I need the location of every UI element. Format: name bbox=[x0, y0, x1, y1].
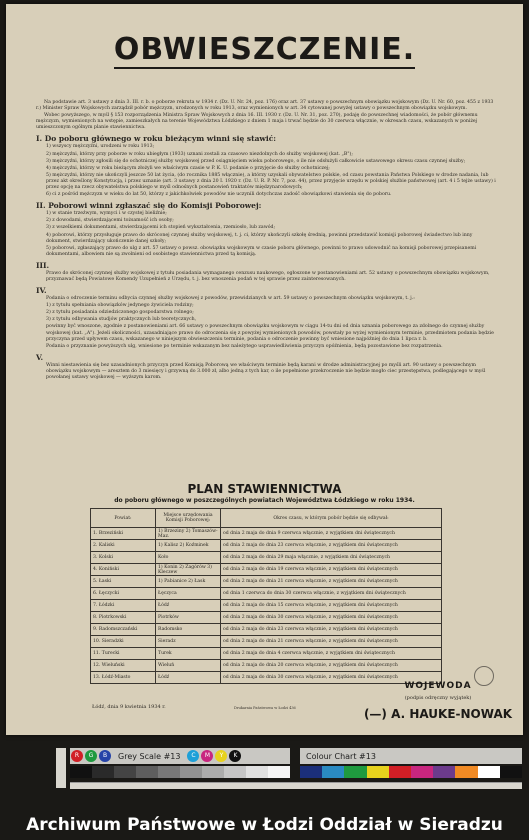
colour-patch bbox=[300, 766, 322, 778]
plan-cell: 11. Turecki bbox=[91, 648, 156, 660]
grey-patch bbox=[180, 766, 202, 778]
colour-patch bbox=[322, 766, 344, 778]
plan-cell: Piotrków bbox=[156, 612, 221, 624]
grey-patch bbox=[114, 766, 136, 778]
plan-row bbox=[91, 600, 442, 612]
plan-row bbox=[91, 576, 442, 588]
plan-cell: Łęczyca bbox=[156, 588, 221, 600]
poster-sheet bbox=[6, 4, 523, 735]
section-item: 6) ci z pośród mężczyzn w wieku do lat 50, którzy z jakichkolwiek powodów nie uczynili dotychczas zadość obowiązkowi stawienia się do poboru. bbox=[46, 192, 392, 198]
section-item: Winni niestawienia się bez uzasadnionych przyczyn przed Komisją Poborową we właściwym terminie będą karani w drodze administracyjnej po myśli art. 90 ustawy o powszechnym obowiązku wojskowym — aresztem do 3 miesięcy i grzywną do 3.000 zł, albo jedną z tych kar, o ile popełnione przekroczenie nie będzie mogło ciec przestępstwa, podlegającego w myśl powołanej ustawy wojskowej — wyższym karom. bbox=[46, 362, 486, 380]
plan-cell: 12. Wieluński bbox=[91, 660, 156, 672]
plan-cell: od dnia 2 maja do dnia 30 czerwca włącznie, z wyjątkiem dni świątecznych bbox=[221, 672, 442, 684]
grey-scale-label: Grey Scale #13 bbox=[118, 751, 181, 761]
section-item: Podania o odroczenie terminu odbycia czynnej służby wojskowej z powodów, przewidzianych w art. 59 ustawy o powszechnym obowiązku wojskowym, t. j.: bbox=[46, 296, 415, 302]
section-item: 4) poborowi, którzy przysługuje prawo do skróconej czynnej służby wojskowej, t. j. ci, którzy ukończyli szkołę średnią, powinni przedstawić komisji poborowej świadectwo lub inny dokument, stwierdzający ukończenie danej szkoły; bbox=[46, 232, 473, 244]
plan-cell: 6. Łęczycki bbox=[91, 588, 156, 600]
plan-row bbox=[91, 540, 442, 552]
ruler-horizontal bbox=[70, 782, 522, 789]
grey-patch bbox=[246, 766, 268, 778]
plan-row bbox=[91, 564, 442, 576]
plan-header-cell: Miejsce urzędowania Komisji Poborowej: bbox=[156, 509, 221, 528]
plan-cell: od dnia 2 maja do dnia 4 czerwca włącznie, z wyjątkiem dni świątecznych bbox=[221, 648, 442, 660]
colour-patch bbox=[411, 766, 433, 778]
plan-row bbox=[91, 612, 442, 624]
section-item: 1) wszyscy mężczyźni, urodzeni w roku 1913; bbox=[46, 144, 155, 150]
colour-chart-label: Colour Chart #13 bbox=[306, 751, 376, 761]
plan-table bbox=[90, 508, 442, 684]
plan-cell: Radomsko bbox=[156, 624, 221, 636]
section-item: 2) mężczyźni, którzy przy poborze w roku ubiegłym (1933) uznani zostali za czasowo niezdolnych do służby wojskowej (kat. „B"); bbox=[46, 151, 353, 157]
plan-cell: 2. Kaliski bbox=[91, 540, 156, 552]
grey-scale-strip bbox=[70, 766, 290, 778]
plan-cell: 10. Sieradzki bbox=[91, 636, 156, 648]
section-item: 5) poborowi, zgłaszający prawo do ulg z art. 57 ustawy o powsz. obowiązku wojskowym w czasie poboru głównego, powinni to prawo udowodnić na komisji poborowej przepisanemi dokumentami, albowiem nie są zwolnieni od osobistego stawiennictwa przed tą komisją. bbox=[46, 245, 477, 257]
section-item: 4) mężczyźni, którzy w roku bieżącym złożyli we właściwym czasie w P. K. U. podanie o przyjęcie do służby ochotniczej; bbox=[46, 165, 330, 171]
plan-cell: od dnia 2 maja do dnia 21 czerwca włącznie, z wyjątkiem dni świątecznych bbox=[221, 576, 442, 588]
archive-footer: Archiwum Państwowe w Łodzi Oddział w Sieradzu bbox=[26, 815, 503, 835]
grey-patch bbox=[136, 766, 158, 778]
plan-cell: 1) Brzeziny 2) Tomaszów-Maz. bbox=[156, 528, 221, 540]
section-heading: V. bbox=[36, 352, 44, 362]
plan-row bbox=[91, 660, 442, 672]
color-swatch: R bbox=[71, 750, 83, 762]
plan-cell: 9. Radomszczański bbox=[91, 624, 156, 636]
date-line: Łódź, dnia 9 kwietnia 1934 r. bbox=[92, 704, 166, 710]
intro-paragraph: Wobec powyższego, w myśl § 153 rozporządzenia Ministra Spraw Wojskowych z dnia 16. III. 1930 r. (Dz. U. Nr. 31, poz. 270), podaję do powszechnej wiadomości, że pobór głównemu mężczyzn, wymienionych na wstępie, zamieszkałych na terenie Województwa Łódzkiego z dniem 1 maja i trwać będzie do 30 czerwca włącznie, w okresach czasu, wskazanych w poniżej umieszczonym ogólnym planie stawiennictwa. bbox=[36, 113, 478, 131]
plan-cell: Sieradz bbox=[156, 636, 221, 648]
section-item: 1) z tytułu spełniania obowiązków jedynego żywiciela rodziny; bbox=[46, 303, 194, 309]
signature-title: WOJEWODA bbox=[404, 681, 472, 691]
plan-cell: od dnia 2 maja do dnia 29 maja włącznie, z wyjątkiem dni świątecznych bbox=[221, 552, 442, 564]
plan-row bbox=[91, 528, 442, 540]
section-heading: III. bbox=[36, 260, 50, 270]
grey-patch bbox=[158, 766, 180, 778]
color-swatch: C bbox=[187, 750, 199, 762]
section-item: 2) z tytułu posiadania odziedziczonego gospodarstwa rolnego; bbox=[46, 310, 194, 316]
plan-cell: 5. Łaski bbox=[91, 576, 156, 588]
plan-cell: 3. Kolski bbox=[91, 552, 156, 564]
plan-cell: Łódź bbox=[156, 600, 221, 612]
plan-cell: 1. Brzeziński bbox=[91, 528, 156, 540]
plan-row bbox=[91, 648, 442, 660]
plan-subtitle: do poboru głównego w poszczególnych powiatach Województwa Łódzkiego w roku 1934. bbox=[114, 497, 415, 504]
plan-header-cell: Powiat: bbox=[91, 509, 156, 528]
signature-note: (podpis odręczny wyjątek) bbox=[404, 695, 472, 701]
section-item: 1) w stanie trzeźwym, wymyci i w czystej bieliźnie; bbox=[46, 211, 167, 217]
plan-cell: od dnia 1 czerwca do dnia 30 czerwca włącznie, z wyjątkiem dni świątecznych bbox=[221, 588, 442, 600]
ruler-vertical bbox=[56, 748, 66, 788]
plan-cell: od dnia 2 maja do dnia 9 czerwca włącznie, z wyjątkiem dni świątecznych bbox=[221, 528, 442, 540]
section-item: powinny być wnoszone, zgodnie z postanowieniami art. 66 ustawy o powszechnym obowiązku wojskowym w ciągu 14-tu dni od dnia uznania poborowego za zdolnego do czynnej służby wojskowej (kat. „A"). Jeżeli okoliczności, uzasadniające prawo do odroczenia się z powyżej wymienionych powodów, powstały po wyżej wymienionym terminie, przedmiotem podania będzie przyczyna przed upływem czasu, wskazanego w niniejszym obwieszczeniu terminie, podania o odroczenie powinny być wniesione najpóźniej do dnia 1 lipca r. b. bbox=[46, 324, 494, 342]
plan-row bbox=[91, 636, 442, 648]
plan-cell: 1) Kalisz 2) Koźminek bbox=[156, 540, 221, 552]
plan-title: PLAN STAWIENNICTWA bbox=[187, 482, 342, 496]
colour-patch bbox=[500, 766, 522, 778]
plan-cell: od dnia 2 maja do dnia 30 czerwca włącznie, z wyjątkiem dni świątecznych bbox=[221, 612, 442, 624]
plan-cell: 7. Łódzki bbox=[91, 600, 156, 612]
section-heading: II. Poborowi winni zgłaszać się do Komisji Poborowej: bbox=[36, 201, 262, 211]
colour-scale-strip bbox=[300, 766, 522, 778]
section-item: Podania o przyznanie powyższych ulg, wniesione po terminie wskazanym bez należytego usprawiedliwienia przyczyn opóźnienia, będą pozostawione bez rozpatrzenia. bbox=[46, 343, 443, 349]
grey-patch bbox=[202, 766, 224, 778]
plan-cell: od dnia 2 maja do dnia 21 czerwca włącznie, z wyjątkiem dni świątecznych bbox=[221, 636, 442, 648]
plan-cell: od dnia 2 maja do dnia 20 czerwca włącznie, z wyjątkiem dni świątecznych bbox=[221, 660, 442, 672]
plan-cell: 4. Koniński bbox=[91, 564, 156, 576]
color-bar-left bbox=[70, 748, 290, 764]
plan-cell: Łódź bbox=[156, 672, 221, 684]
plan-cell: 1) Konin 2) Zagórów 3) Kleczew bbox=[156, 564, 221, 576]
color-swatch: M bbox=[201, 750, 213, 762]
color-swatch: K bbox=[229, 750, 241, 762]
colour-patch bbox=[455, 766, 477, 778]
color-swatch: Y bbox=[215, 750, 227, 762]
section-item: 2) z dowodami, stwierdzającemi tożsamość ich osoby; bbox=[46, 218, 174, 224]
poster-title: OBWIESZCZENIE. bbox=[113, 32, 416, 67]
plan-cell: od dnia 2 maja do dnia 19 czerwca włącznie, z wyjątkiem dni świątecznych bbox=[221, 564, 442, 576]
printer-note: Drukarnia Państwowa w Łodzi 436 bbox=[234, 706, 296, 710]
signature-name: (—) A. HAUKE-NOWAK bbox=[363, 707, 513, 721]
plan-cell: Koło bbox=[156, 552, 221, 564]
colour-patch bbox=[433, 766, 455, 778]
plan-row bbox=[91, 624, 442, 636]
section-item: 3) z tytułu odbywania studjów praktycznych lub teoretycznych, bbox=[46, 317, 197, 323]
colour-patch bbox=[367, 766, 389, 778]
plan-cell: 1) Pabianice 2) Łask bbox=[156, 576, 221, 588]
plan-header-cell: Okres czasu, w którym pobór będzie się odbywał: bbox=[221, 509, 442, 528]
section-item: 3) mężczyźni, którzy zgłosili się do ochotniczej służby wojskowej przed osiągnięciem wieku poborowego, o ile nie odsłużyli całkowicie ustawowego okresu czasu czynnej służby; bbox=[46, 158, 466, 164]
colour-patch bbox=[344, 766, 366, 778]
grey-patch bbox=[92, 766, 114, 778]
color-bar-right bbox=[300, 748, 522, 764]
plan-cell: od dnia 2 maja do dnia 15 czerwca włącznie, z wyjątkiem dni świątecznych bbox=[221, 600, 442, 612]
section-item: Prawo do skróconej czynnej służby wojskowej z tytułu posiadania wymaganego cenzusu naukowego, ogłoszone w postanowieniami art. 52 ustawy o powszechnym obowiązku wojskowym, przyznawać będą Powiatowe Komendy Uzupełnień z Urzędu, t. j. bez wnoszenia podań w tej sprawie przez zainteresowanych. bbox=[46, 270, 490, 282]
intro-paragraph: Na podstawie art. 3 ustawy z dnia 3. III. r. b. o poborze rekruta w 1934 r. (Dz. U. Nr. 24, poz. 176) oraz art. 37 ustawy o powszechnym obowiązku wojskowym (Dz. U. Nr. 60, poz. 455 z 1933 r.) Minister Spraw Wojskowych zarządził pobór mężczyzn, urodzonych w roku 1913, oraz wymienionych w art. 34 cytowanej powyżej ustawy o powszechnym obowiązku wojskowym. bbox=[36, 100, 494, 112]
plan-cell: Turek bbox=[156, 648, 221, 660]
grey-patch bbox=[224, 766, 246, 778]
section-heading: IV. bbox=[36, 286, 47, 296]
plan-row bbox=[91, 552, 442, 564]
plan-cell: 13. Łódź-Miasto bbox=[91, 672, 156, 684]
poster-body bbox=[36, 100, 496, 382]
section-item: 5) mężczyźni, którzy nie ukończyli jeszcze 50 lat życia, (do rocznika 1885 włącznie), a którzy uzyskali obywatelstwo polskie, od czasu powstania Państwa Polskiego w drodze nadania, lub przez akt określony Konstytucją, i przez uznanie (art. 3 ustawy z dnia 20 I. 1920 r. (Dz. U. R. P. Nr. 7, poz. 44), przez przyjęcie urzędu w polskiej służbie państwowej (art. 4 i 5 tejże ustawy) i przez opcję na rzecz obywatelstwa polskiego w myśl odnośnych postanowień traktatów międzynarodowych; bbox=[46, 172, 496, 191]
grey-patch bbox=[70, 766, 92, 778]
plan-cell: od dnia 2 maja do dnia 23 czerwca włącznie, z wyjątkiem dni świątecznych bbox=[221, 624, 442, 636]
colour-patch bbox=[389, 766, 411, 778]
grey-patch bbox=[268, 766, 290, 778]
plan-row bbox=[91, 588, 442, 600]
plan-cell: Wieluń bbox=[156, 660, 221, 672]
section-item: 3) z wszelkiemi dokumentami, stwierdzającemi ich stopień wykształcenia, rzemiosło, lub zawód; bbox=[46, 225, 276, 231]
color-swatch: G bbox=[85, 750, 97, 762]
colour-patch bbox=[478, 766, 500, 778]
color-swatch: B bbox=[99, 750, 111, 762]
plan-cell: od dnia 2 maja do dnia 23 czerwca włącznie, z wyjątkiem dni świątecznych bbox=[221, 540, 442, 552]
plan-cell: 8. Piotrkowski bbox=[91, 612, 156, 624]
section-heading: I. Do poboru głównego w roku bieżącym winni się stawić: bbox=[36, 134, 277, 144]
